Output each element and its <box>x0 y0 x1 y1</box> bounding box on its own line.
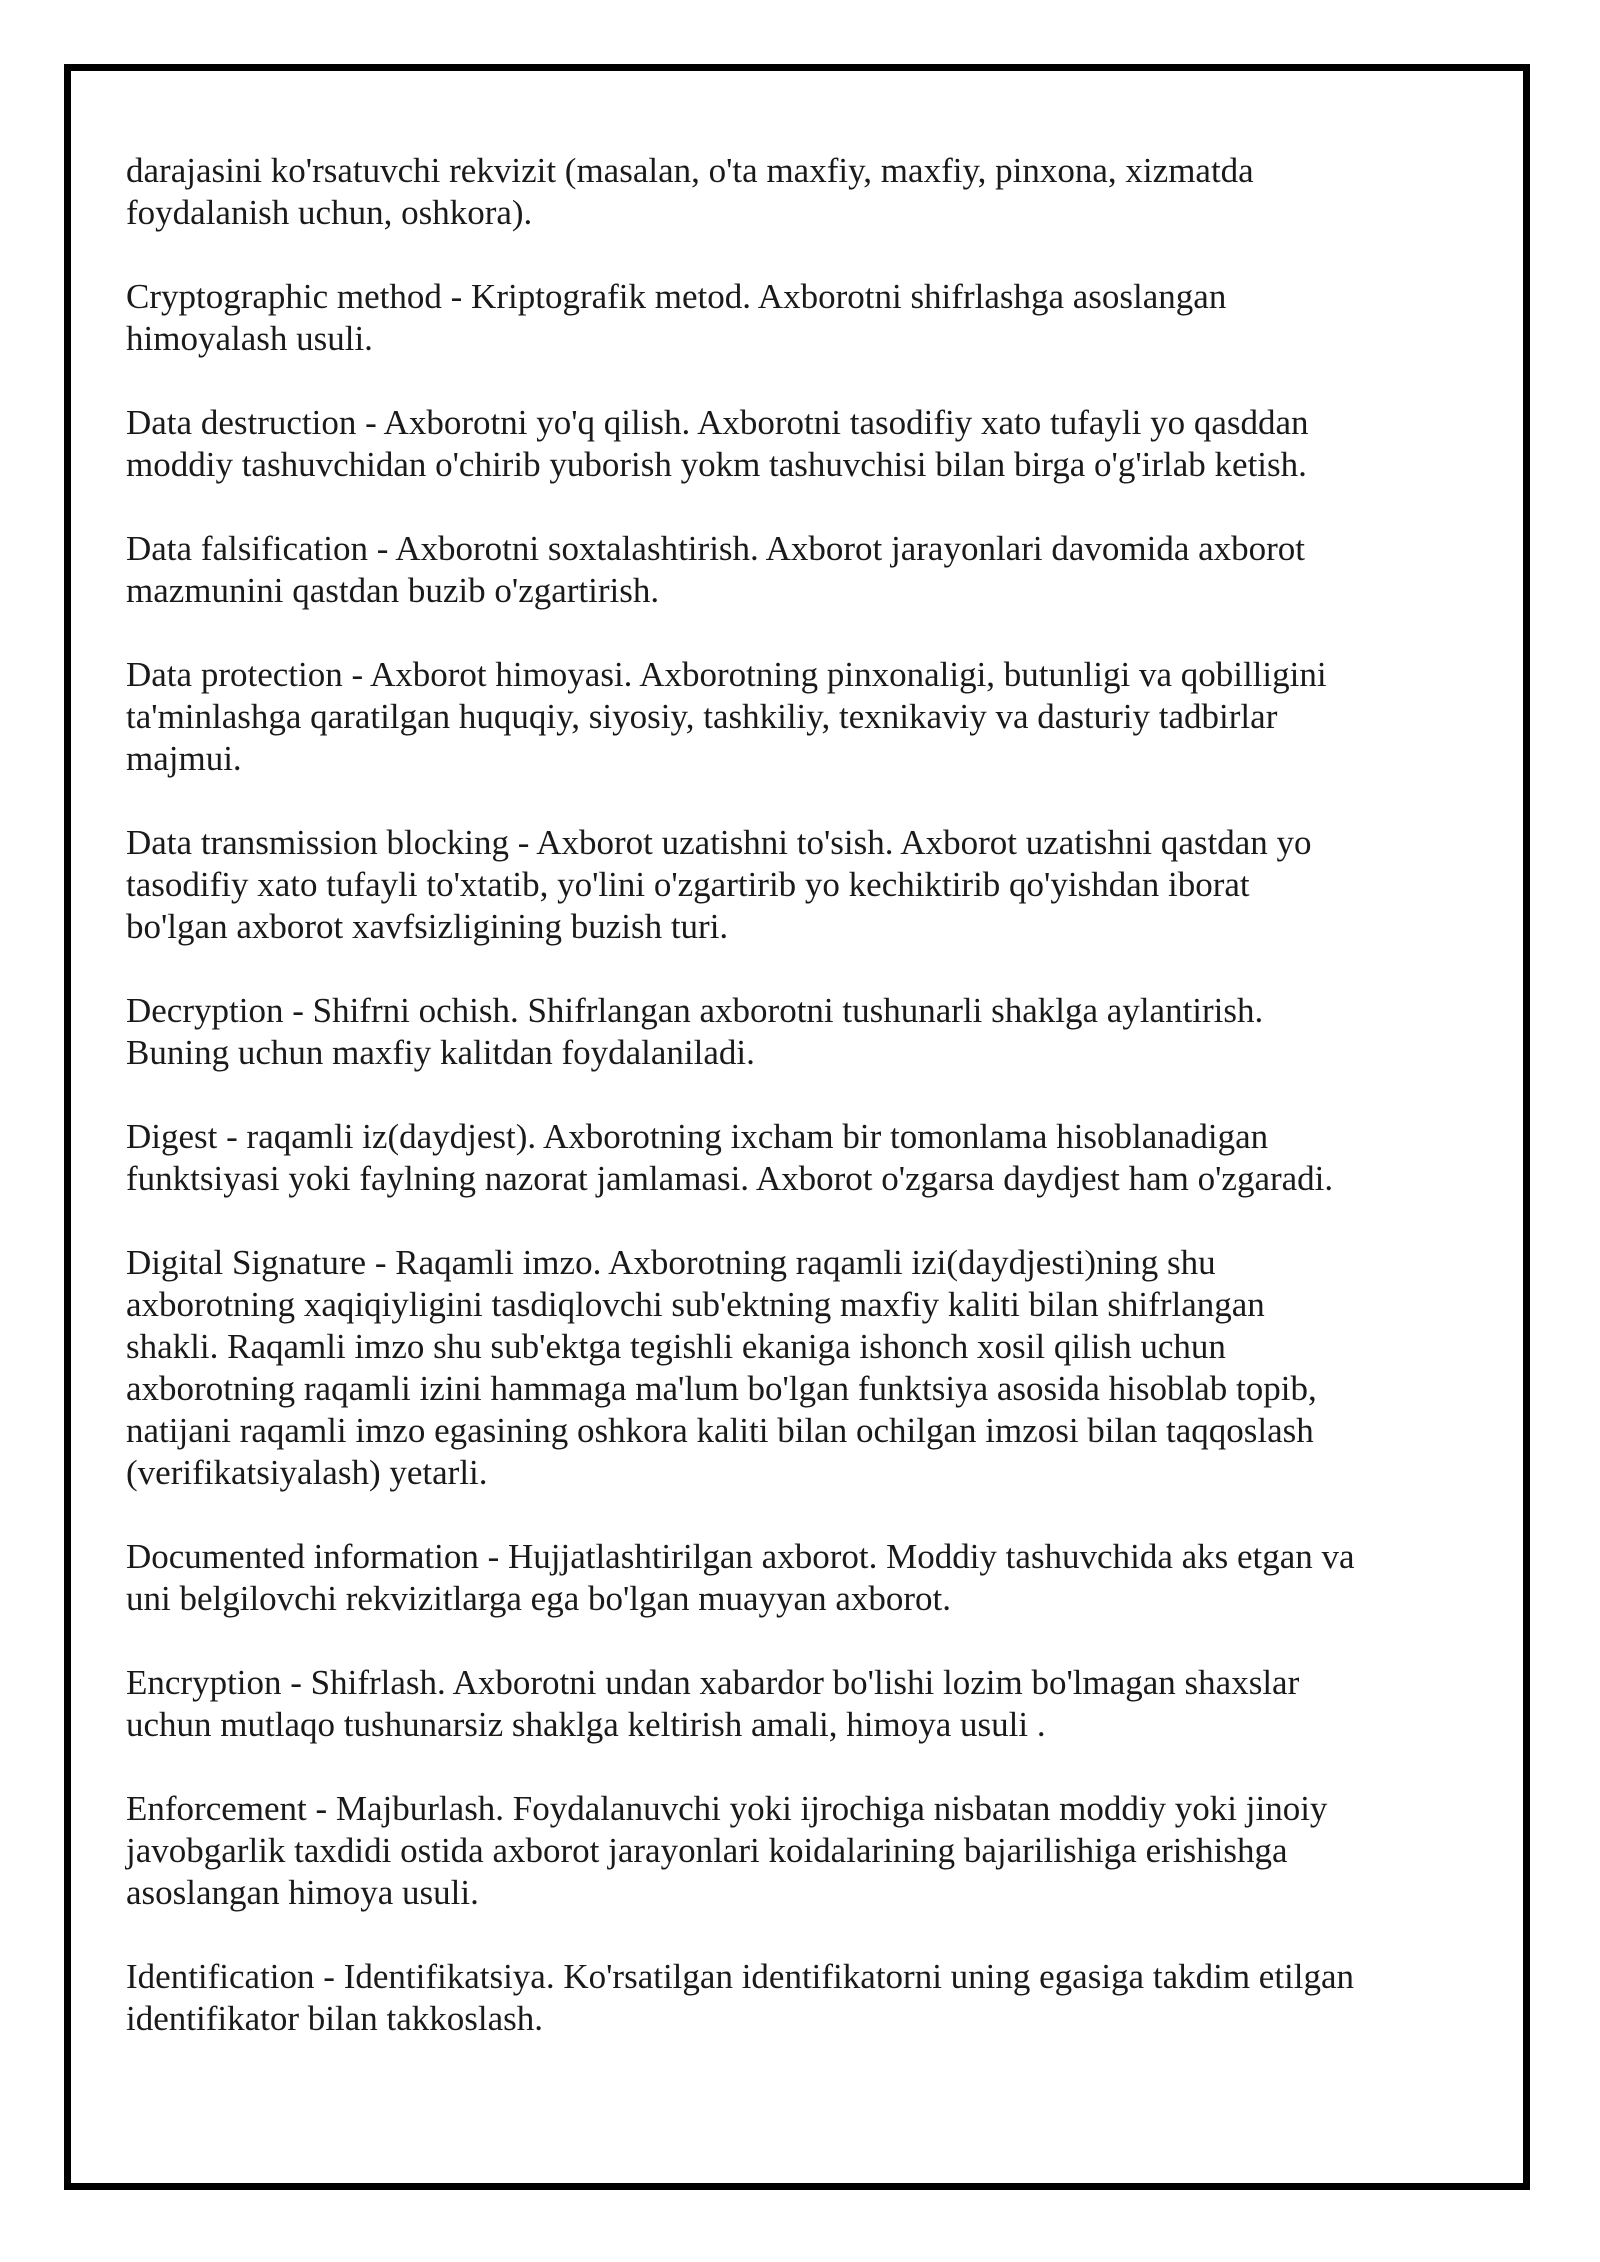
glossary-entry-data-protection: Data protection - Axborot himoyasi. Axborotning pinxonaligi, butunligi va qobilligini ta'minlashga qaratilgan huquqiy, siyosiy, tashkiliy, texnikaviy va dasturiy tadbirlar majmui. <box>126 655 1327 778</box>
glossary-entry-identification: Identification - Identifikatsiya. Ko'rsatilgan identifikatorni uning egasiga takdim etilgan identifikator bilan takkoslash. <box>126 1957 1355 2038</box>
document-body <box>126 150 1476 2082</box>
glossary-entry-documented-information: Documented information - Hujjatlashtirilgan axborot. Moddiy tashuvchida aks etgan va uni belgilovchi rekvizitlarga ega bo'lgan muayyan axborot. <box>126 1537 1355 1618</box>
glossary-entry-decryption: Decryption - Shifrni ochish. Shifrlangan axborotni tushunarli shaklga aylantirish. Buning uchun maxfiy kalitdan foydalaniladi. <box>126 991 1264 1072</box>
glossary-entry-data-falsification: Data falsification - Axborotni soxtalashtirish. Axborot jarayonlari davomida axborot mazmunini qastdan buzib o'zgartirish. <box>126 529 1306 610</box>
glossary-entry-data-destruction: Data destruction - Axborotni yo'q qilish. Axborotni tasodifiy xato tufayli yo qasddan moddiy tashuvchidan o'chirib yuborish yokm tashuvchisi bilan birga o'g'irlab ketish. <box>126 403 1309 484</box>
glossary-entry-encryption: Encryption - Shifrlash. Axborotni undan xabardor bo'lishi lozim bo'lmagan shaxslar uchun mutlaqo tushunarsiz shaklga keltirish amali, himoya usuli . <box>126 1663 1300 1744</box>
glossary-entry-digest: Digest - raqamli iz(daydjest). Axborotning ixcham bir tomonlama hisoblanadigan funktsiyasi yoki faylning nazorat jamlamasi. Axborot o'zgarsa daydjest ham o'zgaradi. <box>126 1117 1334 1198</box>
glossary-entry-digital-signature: Digital Signature - Raqamli imzo. Axborotning raqamli izi(daydjesti)ning shu axborotning xaqiqiyligini tasdiqlovchi sub'ektning maxfiy kaliti bilan shifrlangan shakli. Raqamli imzo shu sub'ektga tegishli ekaniga ishonch xosil qilish uchun axborotning raqamli izini hammaga ma'lum bo'lgan funktsiya asosida hisoblab topib, natijani raqamli imzo egasining oshkora kaliti bilan ochilgan imzosi bilan taqqoslash (verifikatsiyalash) yetarli. <box>126 1243 1317 1492</box>
glossary-entry-data-transmission-blocking: Data transmission blocking - Axborot uzatishni to'sish. Axborot uzatishni qastdan yo tasodifiy xato tufayli to'xtatib, yo'lini o'zgartirib yo kechiktirib qo'yishdan iborat bo'lgan axborot xavfsizligining buzish turi. <box>126 823 1312 946</box>
glossary-entry-cryptographic-method: Cryptographic method - Kriptografik metod. Axborotni shifrlashga asoslangan himoyalash usuli. <box>126 277 1227 358</box>
paragraph-rekvizit-continuation: darajasini ko'rsatuvchi rekvizit (masalan, o'ta maxfiy, maxfiy, pinxona, xizmatda foydalanish uchun, oshkora). <box>126 151 1254 232</box>
glossary-entry-enforcement: Enforcement - Majburlash. Foydalanuvchi yoki ijrochiga nisbatan moddiy yoki jinoiy javobgarlik taxdidi ostida axborot jarayonlari koidalarining bajarilishiga erishishga asoslangan himoya usuli. <box>126 1789 1328 1912</box>
